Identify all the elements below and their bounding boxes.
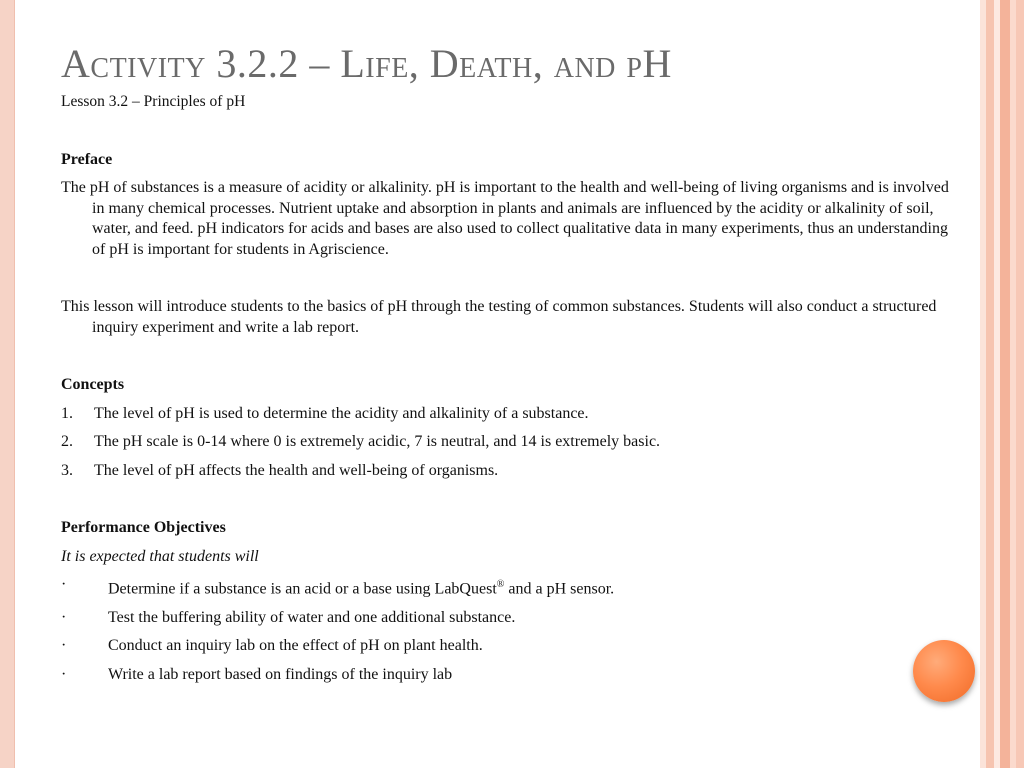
preface-paragraph-1: The pH of substances is a measure of acidity or alkalinity. pH is important to the health and well-being of living organisms and is involved in many chemical processes. Nutrient uptake and absorption in plants and animals are influenced by the acidity or alkalinity of soil, water, and feed. pH indicators for acids and bases are also used to collect qualitative data in many experiments, thus an understanding of pH is important for students in Agriscience.: [61, 179, 949, 258]
bullet-marker: ·: [61, 637, 67, 655]
concept-item: [61, 461, 951, 482]
bullet-marker: ·: [61, 576, 67, 593]
lesson-subtitle: Lesson 3.2 – Principles of pH: [61, 93, 246, 110]
concept-text: The level of pH is used to determine the acidity and alkalinity of a substance.: [94, 404, 589, 422]
concept-item: [61, 432, 951, 453]
objectives-heading: Performance Objectives: [61, 519, 226, 536]
objective-text: Test the buffering ability of water and one additional substance.: [108, 608, 516, 626]
objective-item: [61, 608, 951, 629]
bullet-marker: ·: [61, 665, 67, 683]
list-number: 3.: [61, 461, 73, 479]
concept-text: The pH scale is 0-14 where 0 is extremely acidic, 7 is neutral, and 14 is extremely basic.: [94, 433, 661, 450]
objective-item: [61, 665, 951, 686]
left-frame-border: [0, 0, 15, 768]
objectives-list: [61, 575, 951, 685]
objective-item: [61, 636, 951, 657]
preface-heading: Preface: [61, 150, 113, 168]
concept-item: [61, 404, 951, 425]
preface-paragraph-2: This lesson will introduce students to the basics of pH through the testing of common substances. Students will also conduct a structured inquiry experiment and write a lab report.: [61, 298, 937, 336]
concepts-list: [61, 404, 951, 482]
objective-text: Write a lab report based on findings of the inquiry lab: [108, 665, 453, 683]
registered-mark: ®: [496, 579, 505, 590]
list-number: 2.: [61, 433, 73, 450]
orange-circle-decoration: [913, 640, 975, 702]
slide-body: [61, 92, 951, 685]
slide-title: Activity 3.2.2 – Life, Death, and pH: [61, 41, 672, 86]
objective-text: Conduct an inquiry lab on the effect of pH on plant health.: [108, 637, 483, 655]
concept-text: The level of pH affects the health and well-being of organisms.: [94, 461, 499, 479]
concepts-heading: Concepts: [61, 376, 125, 393]
bullet-marker: ·: [61, 608, 67, 626]
objective-item: [61, 575, 951, 600]
right-decorative-stripes: [980, 0, 1024, 768]
objective-text: Determine if a substance is an acid or a base using LabQuest® and a pH sensor.: [108, 579, 615, 598]
objectives-intro: It is expected that students will: [61, 547, 259, 565]
list-number: 1.: [61, 404, 73, 422]
